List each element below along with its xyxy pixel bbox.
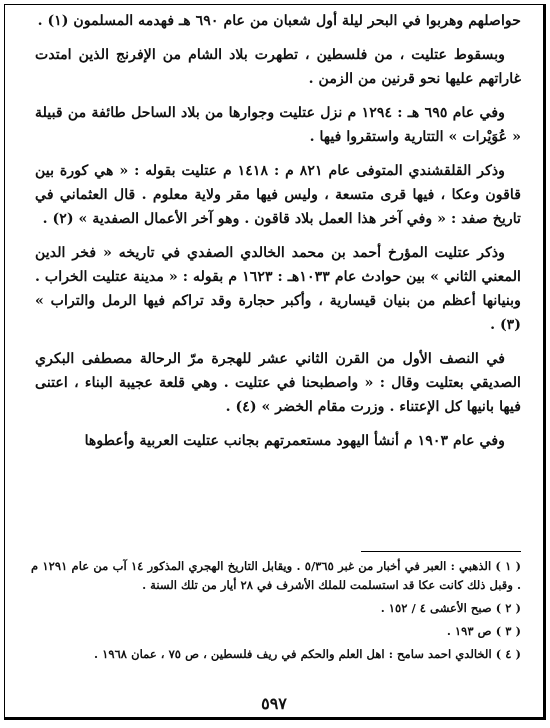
paragraph: وفي عام ١٩٠٣ م أنشأ اليهود مستعمرتهم بجانب عتليت العربية وأعطوها [84, 433, 505, 449]
footnotes [31, 557, 521, 668]
footnote: ( ٢ ) صبح الأعشى ٤ / ١٥٢ . [380, 601, 521, 615]
footnote: ( ٣ ) ص ١٩٣ . [446, 624, 521, 638]
paragraph: حواصلهم وهربوا في البحر ليلة أول شعبان من عام ٦٩٠ هـ فهدمه المسلمون (١) . [37, 13, 521, 29]
paragraph: وذكر القلقشندي المتوفى عام ٨٢١ م : ١٤١٨ م عتليت بقوله : « هي كورة بين قاقون وعكا ، فيها قرى متسعة ، وليس فيها مقر ولاية معلوم . قال العثماني في تاريخ صفد : « وفي آخر هذا العمل بلاد قاقون . وهو آخر الأعمال الصفدية » (٢) . [35, 163, 521, 227]
paragraph: في النصف الأول من القرن الثاني عشر للهجرة مرّ الرحالة مصطفى البكري الصديقي بعتليت وقال : « واصطبحنا في عتليت . وهي قلعة عجيبة البناء ، اعتنى فيها بانيها كل الإعتناء . وزرت مقام الخضر » (٤) . [35, 351, 521, 415]
main-text [35, 9, 521, 463]
footnote: ( ٤ ) الخالدي احمد سامح : اهل العلم والحكم في ريف فلسطين ، ص ٧٥ ، عمان ١٩٦٨ . [94, 647, 521, 661]
paragraph: وفي عام ٦٩٥ هـ : ١٢٩٤ م نزل عتليت وجوارها من بلاد الساحل طائفة من قبيلة « عُوَيْرات » التتارية واستقروا فيها . [35, 105, 521, 145]
footnote: ( ١ ) الذهبي : العبر في أخبار من غبر ٥/٣٦٥ . ويقابل التاريخ الهجري المذكور ١٤ آب من عام ١٢٩١ م . وقبل ذلك كانت عكا قد استسلمت للملك الأشرف في ٢٨ أيار من تلك السنة . [31, 559, 522, 592]
page-number: ٥٩٧ [261, 694, 287, 713]
paragraph: وبسقوط عتليت ، من فلسطين ، تطهرت بلاد الشام من الإفرنج الذين امتدت غاراتهم عليها نحو قرنين من الزمن . [35, 47, 521, 87]
document-page [4, 4, 546, 720]
footnote-separator [361, 551, 521, 552]
paragraph: وذكر عتليت المؤرخ أحمد بن محمد الخالدي الصفدي في تاريخه « فخر الدين المعني الثاني » بين حوادث عام ١٠٣٣هـ : ١٦٢٣ م بقوله : « مدينة عتليت الخراب . وبنيانها أعظم من بنيان قيسارية ، وأكبر حجارة وقد تراكم فيها الرمل والتراب » (٣) . [35, 245, 521, 333]
